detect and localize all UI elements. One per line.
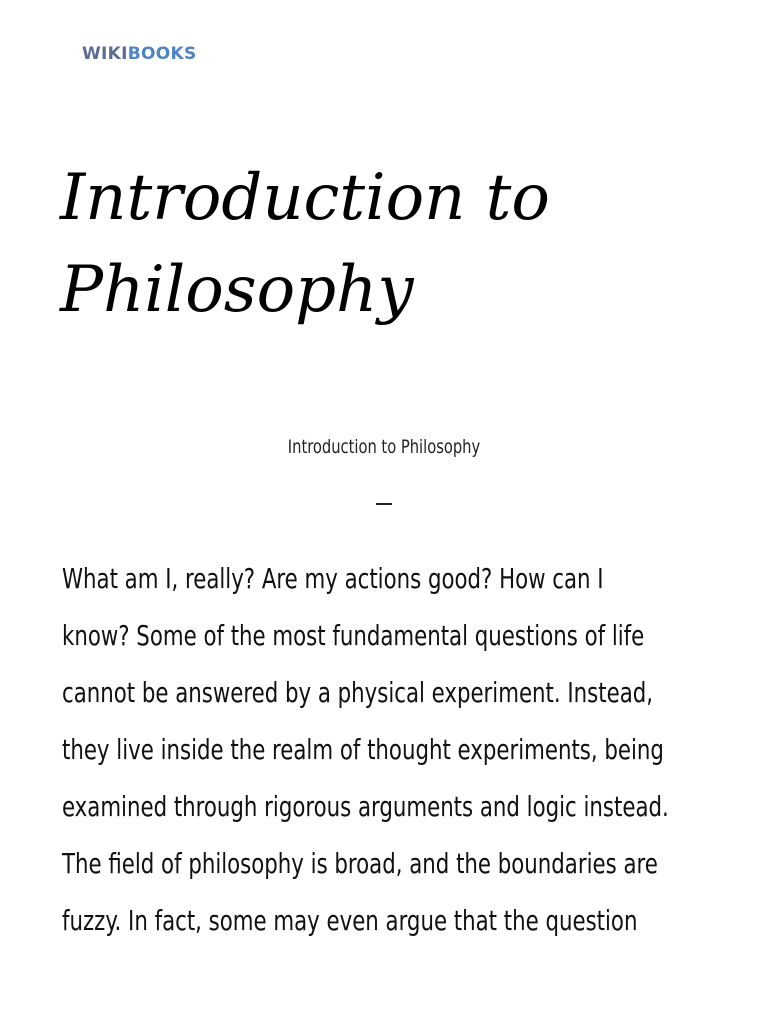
paragraph-line: examined through rigorous arguments and logic instead. [62,790,669,823]
logo-wiki-text: WIKI [82,44,128,64]
paragraph-line: What am I, really? Are my actions good? How can I [62,562,604,595]
section-divider [376,503,392,505]
paragraph-line: cannot be answered by a physical experiment. Instead, [62,676,654,709]
title-line-2: Philosophy [60,253,414,327]
wikibooks-logo[interactable] [82,44,197,64]
paragraph-line: know? Some of the most fundamental questions of life [62,619,645,652]
logo-books-text: BOOKS [127,44,197,64]
paragraph-line: fuzzy. In fact, some may even argue that the question [62,904,638,937]
paragraph-line: they live inside the realm of thought experiments, being [62,733,664,766]
paragraph-line: The field of philosophy is broad, and the boundaries are [62,847,658,880]
title-line-1: Introduction to [60,161,550,235]
book-subtitle: Introduction to Philosophy [287,436,481,458]
intro-paragraph [62,550,704,949]
page-title [60,152,720,336]
